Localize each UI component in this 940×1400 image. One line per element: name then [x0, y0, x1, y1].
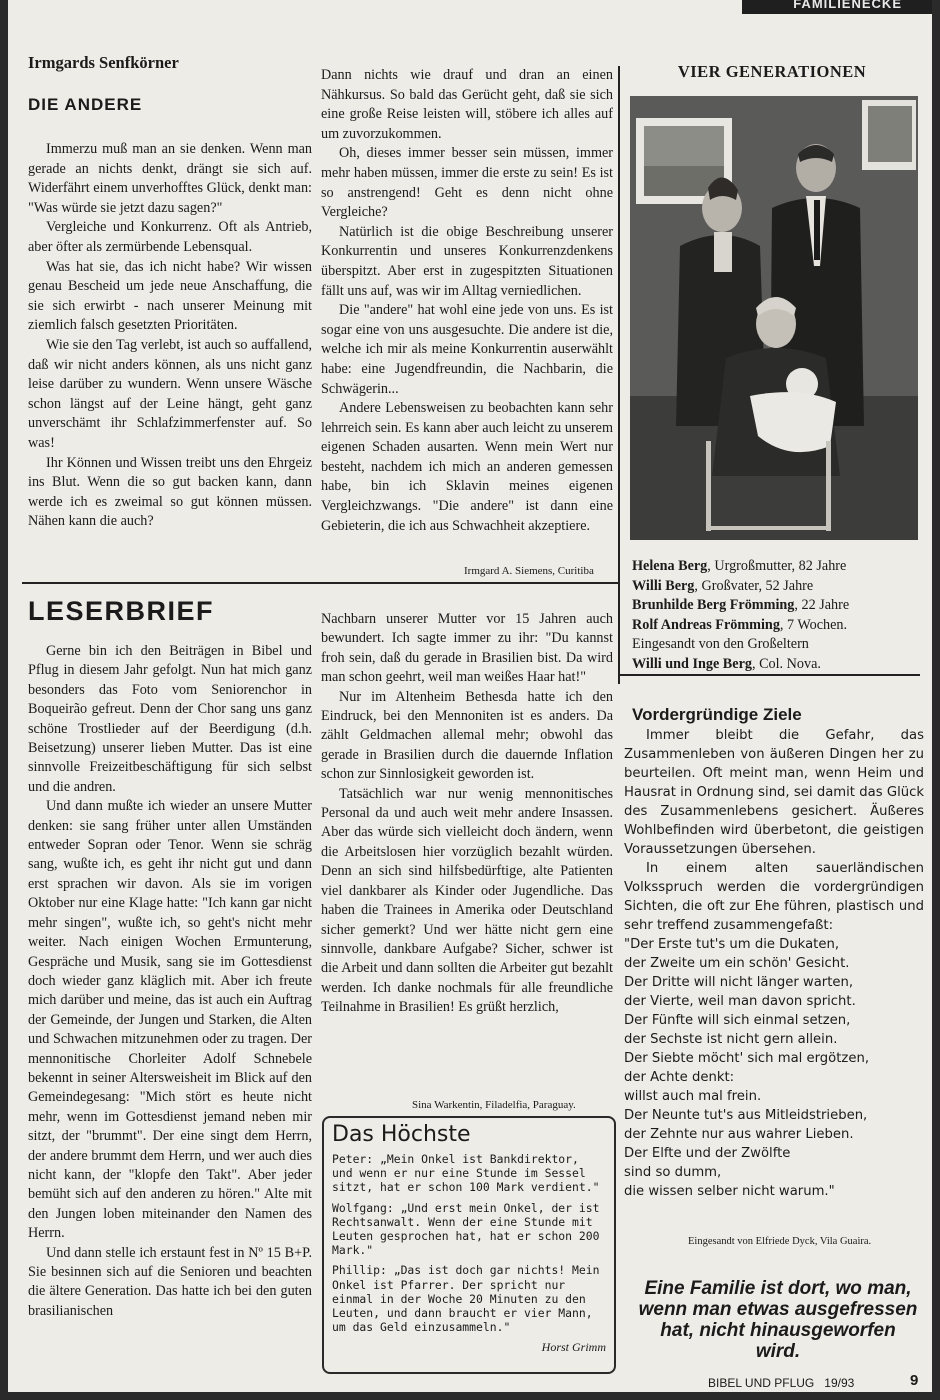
poem-line: Der Neunte tut's aus Mitleidstrieben, [624, 1108, 868, 1123]
article-title-die-andere: DIE ANDERE [28, 95, 143, 114]
paragraph: Wie sie den Tag verlebt, ist auch so auffallend, daß wir nicht anders können, als uns nicht ganz leise darüber zu wundern. Wenn unsere Wäsche schon längst auf der Leine hängt, geht ganz unverschämt ihr Schlafzimmerfenster auf. So was! [28, 336, 312, 451]
family-photo-image [630, 96, 918, 540]
leserbrief-column-1 [28, 642, 312, 1321]
paragraph: Oh, dieses immer besser sein müssen, immer mehr haben müssen, immer die erste zu sein! Es ist so anstrengend! Geht es denn nicht ohne Vergleiche? [321, 145, 613, 221]
paragraph: In einem alten sauerländischen Volksspruch werden die vordergründigen Sichten, die oft zur Ehe führen, plastisch und sehr treffend zusammengefaßt: [624, 861, 924, 933]
paragraph: Tatsächlich war nur wenig mennonitisches Personal da und auch weit mehr andere Insassen. Aber das würde sich vielleicht doch ändern, wenn die Arbeitslosen hier vorzüglich bezahlt würden. Denn an sich sind hilfsbedürftige, alte Patienten viel dankbarer als Kinder oder Jugendliche. Das haben die Trainees in Amerika oder Deutschland sicher gemerkt? Und wer hätte nicht gern eine sinnvolle, dankbare Aufgabe? Sicher, schwer ist die Arbeit und dann sollten die Arbeiter gut bezahlt werden. Ich danke nochmals für alle freundliche Teilnahme in Brasilien! Es grüßt herzlich, [321, 785, 613, 1016]
paragraph: Natürlich ist die obige Beschreibung unserer Konkurrentin und unseres Konkurrenzdenkens überspitzt. Aber erst in zugespitzten Situationen fällt uns auf, was wir im Alltag verniedlichen. [321, 223, 613, 299]
paragraph: Die "andere" hat wohl eine jede von uns. Es ist sogar eine von uns ausgesuchte. Die andere ist die, welche ich mir als meine Konkurrentin auserwählt habe: eine Jugendfreundin, die Nachbarin, die Schwägerin... [321, 302, 613, 397]
joke-box-title: Das Höchste [332, 1122, 471, 1147]
magazine-name: BIBEL UND PFLUG [708, 1376, 815, 1390]
vordergruendige-signature: Eingesandt von Elfriede Dyck, Vila Guaira. [688, 1236, 872, 1247]
paragraph: Gerne bin ich den Beiträgen in Bibel und Pflug in diesem Jahr gefolgt. Nun hat mich ganz besonders das Foto vom Seniorenchor in Boqueirão gefreut. Denn der Chor sang uns ganz schöne Trostlieder auf der Beerdigung (d.h. Beisetzung) unserer lieben Mutter. Das ist eine sinnvolle Freizeitbeschäftigung für sich selbst und die andren. [28, 643, 312, 795]
paragraph: Immerzu muß man an sie denken. Wenn man gerade an nichts denkt, drängt sie sich auf. Widerfährt einem unverhofftes Glück, denkt man: "Was würde sie jetzt dazu sagen?" [28, 141, 312, 216]
joke-line: Phillip: „Das ist doch gar nichts! Mein Onkel ist Pfarrer. Der spricht nur einmal in der Woche 20 Minuten zu den Leuten, und dann braucht er vier Mann, um das Geld einzusammeln." [332, 1263, 600, 1335]
paragraph: Was hat sie, das ich nicht habe? Wir wissen genau Bescheid um jede neue Anschaffung, die sie sich erwirbt - nach unserer Meinung mit ziemlich falsch gesetzten Prioritäten. [28, 258, 312, 334]
divider-horizontal [620, 674, 920, 676]
caption-line: Brunhilde Berg Frömming, 22 Jahre [632, 597, 850, 614]
paragraph: Vergleiche und Konkurrenz. Oft als Antrieb, aber öfter als zermürbende Lebensqual. [28, 219, 312, 255]
paragraph: Immer bleibt die Gefahr, das Zusammenleben von äußeren Dingen her zu beurteilen. Oft meint man, wenn Heim und Hausrat in Ordnung sind, sei damit das Glück des Zusammenlebens gesichert. Äußeres Wohlbefinden wird überbetont, die geistigen Voraussetzungen übersehen. [624, 728, 924, 857]
poem-line: der Sechste ist nicht gern allein. [624, 1032, 838, 1047]
article-title-leserbrief: LESERBRIEF [28, 596, 215, 626]
paragraph: Und dann stelle ich erstaunt fest in Nº 15 B+P. Sie besinnen sich auf die Senioren und beachten die ältere Generation. Das hatte ich bei den guten brasilianischen [28, 1244, 312, 1319]
joke-author: Horst Grimm [541, 1340, 606, 1355]
magazine-page [8, 0, 932, 1392]
article-title-vordergruendige-ziele: Vordergründige Ziele [632, 705, 802, 724]
poem-line: Der Fünfte will sich einmal setzen, [624, 1013, 851, 1028]
poem-line: Der Siebte möcht' sich mal ergötzen, [624, 1051, 870, 1066]
paragraph: Ihr Können und Wissen treibt uns den Ehrgeiz ins Blut. Wenn die so gut backen kann, dann werde ich es zweimal so gut können müssen. Nähen kann die auch? [28, 454, 312, 530]
joke-line: Wolfgang: „Und erst mein Onkel, der ist Rechtsanwalt. Wenn der eine Stunde mit Leuten gesprochen hat, hat er schon 200 Mark." [332, 1200, 600, 1258]
section-strip [742, 0, 932, 14]
die-andere-column-1 [28, 140, 312, 532]
caption-line: Helena Berg, Urgroßmutter, 82 Jahre [632, 558, 847, 574]
section-strip-label: FAMILIENECKE [793, 0, 902, 11]
divider-vertical [618, 66, 620, 684]
footer-magazine [708, 1376, 854, 1390]
section-label: Irmgards Senfkörner [28, 53, 179, 72]
caption-line: Rolf Andreas Frömming, 7 Wochen. [632, 616, 848, 633]
poem-line: die wissen selber nicht warum." [624, 1184, 835, 1199]
family-slogan: Eine Familie ist dort, wo man, wenn man etwas ausgefressen hat, nicht hinausgeworfen wird. [638, 1278, 918, 1362]
leserbrief-column-2 [321, 610, 613, 1018]
page-number: 9 [910, 1372, 919, 1389]
paragraph: Nachbarn unserer Mutter vor 15 Jahren auch bewundert. Ich sagte immer zu ihr: "Du kannst froh sein, daß du gerade in Brasilien bist. Da wird man schon geehrt, weil man weißes Haar hat!" [321, 611, 613, 686]
paragraph: Und dann mußte ich wieder an unsere Mutter denken: sie sang früher unter allen Umständen entweder Sopran oder Tenor. Wenn sie schräg sang, wußte ich, es geht ihr nicht gut und dann erst sprachen wir davon. Als sie im vorigen Oktober nur eine Klage hatte: "Ich kann gar nicht mehr singen", wußte ich, so geht's nicht mehr weiter. Nach einigen Wochen Ermunterung, Gespräche und Musik, sang sie im Gottesdienst doch wieder ganz kläglich mit. Aber ich freute mich darüber und meine, das ist auch ein Auftrag der Gemeinde, der Jungen und Starken, die Alten und Schwachen mitzunehmen oder zu tragen. Der mennonitische Chorleiter Adolf Schnebele bekennt in seiner Altersweisheit im Blick auf den Gemeindegesang: "Mich stört es heute nicht mehr, wenn im Gottesdienst jemand neben mir sitzt, der "brummt". Der eine singt dem Herrn, der andere brummt dem Herrn, und wer auch dies nicht kann, der "klopfe den Takt". Aber jeder bemüht sich auf den anderen zu hören." Alte mit den Jungen loben miteinander den Namen des Herrn. [28, 798, 312, 1242]
poem-line: Der Dritte will nicht länger warten, [624, 975, 854, 990]
caption-line: Willi Berg, Großvater, 52 Jahre [632, 577, 814, 594]
paragraph: Andere Lebensweisen zu beobachten kann sehr lehrreich sein. Es kann aber auch leicht zu unserem eigenen Schaden ausarten. Wenn mein Wert nur besteht, nachdem ich mich an anderen gemessen habe, bin ich Sklavin meines eigenen Vergleichzwangs. "Die andere" ist dann eine Gebieterin, die ich aus Schwachheit akzeptiere. [321, 400, 613, 534]
family-photo [630, 96, 918, 540]
photo-caption [632, 557, 922, 675]
paragraph: Nur im Altenheim Bethesda hatte ich den Eindruck, bei den Mennoniten ist es anders. Da zählt Geldmachen allemal mehr; obwohl das gerade in Brasilien durch die dauernde Inflation schon zur Sinnlosigkeit geworden ist. [321, 688, 613, 783]
divider-horizontal [22, 582, 618, 584]
paragraph: Dann nichts wie drauf und dran an einen Nähkursus. So bald das Gerücht geht, daß sie sich eine große Reise leisten will, stöbere ich alles auf um zuvorzukommen. [321, 67, 613, 142]
poem-line: der Zweite um ein schön' Gesicht. [624, 956, 850, 971]
poem-line: sind so dumm, [624, 1165, 722, 1180]
caption-senders: Willi und Inge Berg, Col. Nova. [632, 655, 821, 672]
photo-title: VIER GENERATIONEN [677, 62, 867, 81]
poem-line: der Achte denkt: [624, 1070, 735, 1085]
poem-line: der Zehnte nur aus wahrer Lieben. [624, 1127, 854, 1142]
die-andere-signature: Irmgard A. Siemens, Curitiba [464, 565, 594, 577]
joke-box [322, 1116, 616, 1374]
poem-line: Der Elfte und der Zwölfte [624, 1146, 791, 1161]
caption-sent-by: Eingesandt von den Großeltern [632, 636, 809, 653]
poem-line: der Vierte, weil man davon spricht. [624, 994, 856, 1009]
vordergruendige-ziele-body [624, 726, 924, 1201]
poem-line: willst auch mal frein. [624, 1089, 762, 1104]
issue-number: 19/93 [824, 1376, 855, 1390]
poem-line: "Der Erste tut's um die Dukaten, [624, 937, 840, 952]
joke-line: Peter: „Mein Onkel ist Bankdirektor, und wenn er nur eine Stunde im Sessel sitzt, hat er schon 100 Mark verdient." [332, 1152, 600, 1195]
leserbrief-signature: Sina Warkentin, Filadelfia, Paraguay. [412, 1099, 576, 1111]
die-andere-column-2 [321, 66, 613, 536]
